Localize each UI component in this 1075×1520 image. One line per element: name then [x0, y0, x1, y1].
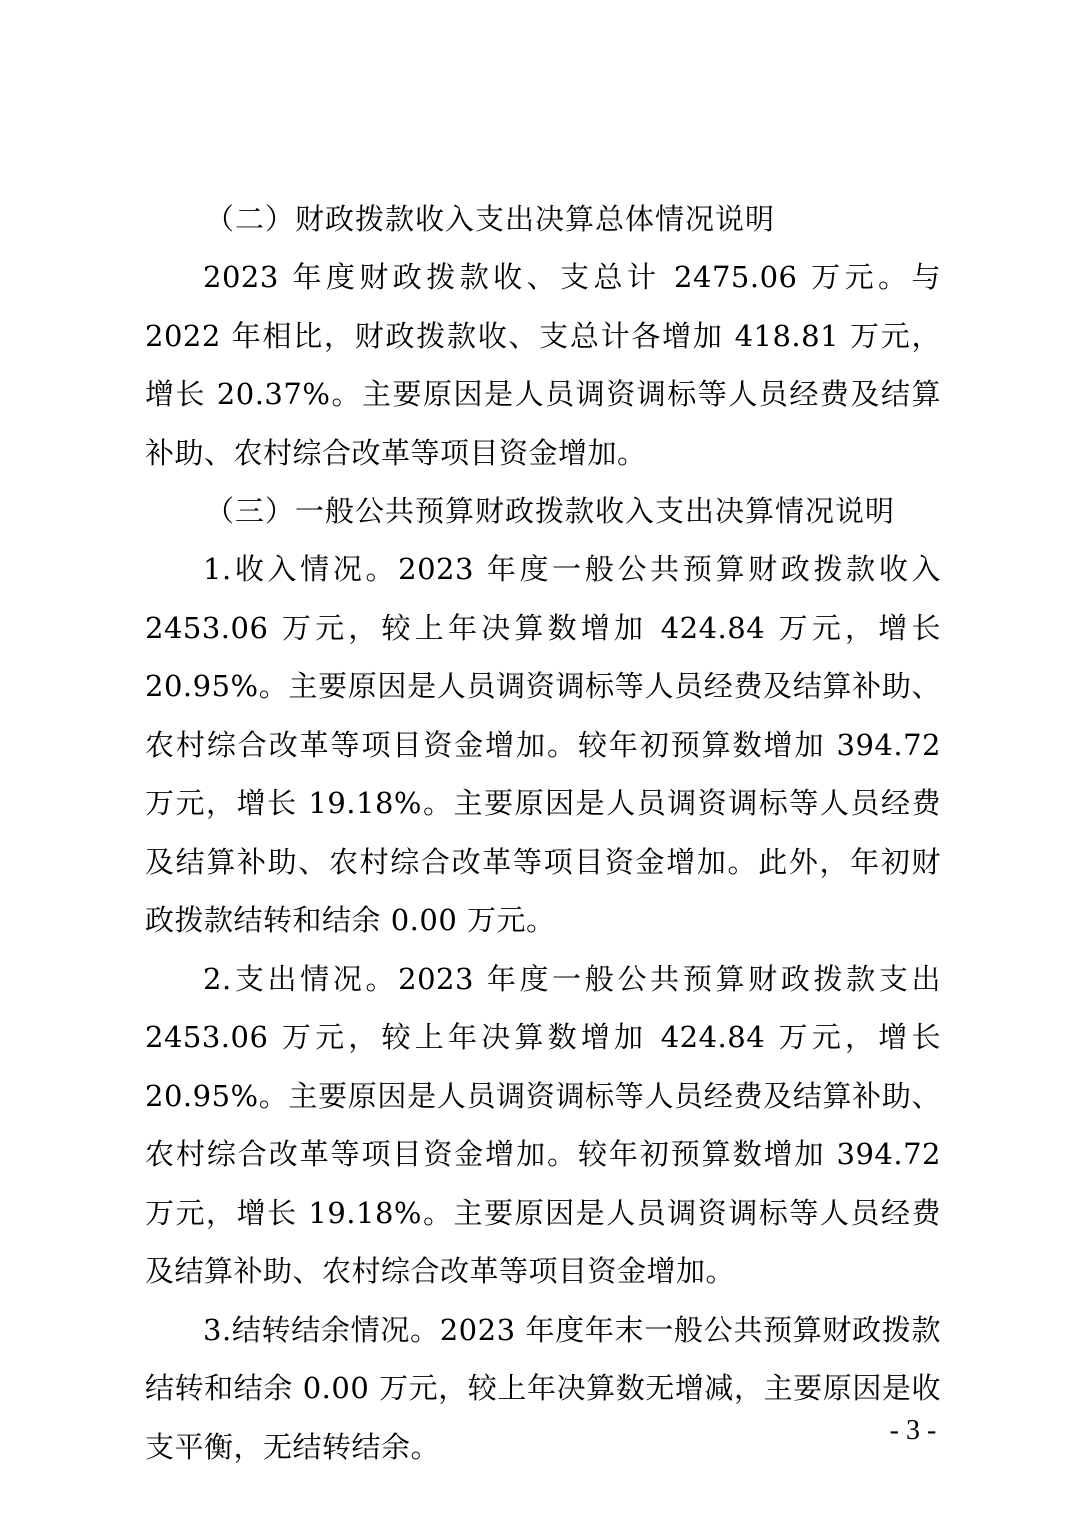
- paragraph-expenditure: 2.支出情况。2023 年度一般公共预算财政拨款支出 2453.06 万元，较上年决算数增加 424.84 万元，增长 20.95%。主要原因是人员调资调标等人员经费及结算补助、农村综合改革等项目资金增加。较年初预算数增加 394.72 万元，增长 19.18%。主要原因是人员调资调标等人员经费及结算补助、农村综合改革等项目资金增加。: [145, 961, 941, 1288]
- paragraph-income: 1.收入情况。2023 年度一般公共预算财政拨款收入 2453.06 万元，较上年决算数增加 424.84 万元，增长 20.95%。主要原因是人员调资调标等人员经费及结算补助、农村综合改革等项目资金增加。较年初预算数增加 394.72 万元，增长 19.18%。主要原因是人员调资调标等人员经费及结算补助、农村综合改革等项目资金增加。此外，年初财政拨款结转和结余 0.00 万元。: [145, 552, 941, 937]
- page-number: - 3 -: [889, 1415, 937, 1446]
- section-heading-overall: （二）财政拨款收入支出决算总体情况说明: [205, 202, 776, 236]
- document-body: [145, 190, 941, 1476]
- section-heading-general-budget: （三）一般公共预算财政拨款收入支出决算情况说明: [205, 494, 896, 528]
- paragraph-overall-summary: 2023 年度财政拨款收、支总计 2475.06 万元。与 2022 年相比，财政拨款收、支总计各增加 418.81 万元，增长 20.37%。主要原因是人员调资调标等人员经费及结算补助、农村综合改革等项目资金增加。: [145, 260, 941, 470]
- paragraph-carryover: 3.结转结余情况。2023 年度年末一般公共预算财政拨款结转和结余 0.00 万元，较上年决算数无增减，主要原因是收支平衡，无结转结余。: [145, 1312, 941, 1464]
